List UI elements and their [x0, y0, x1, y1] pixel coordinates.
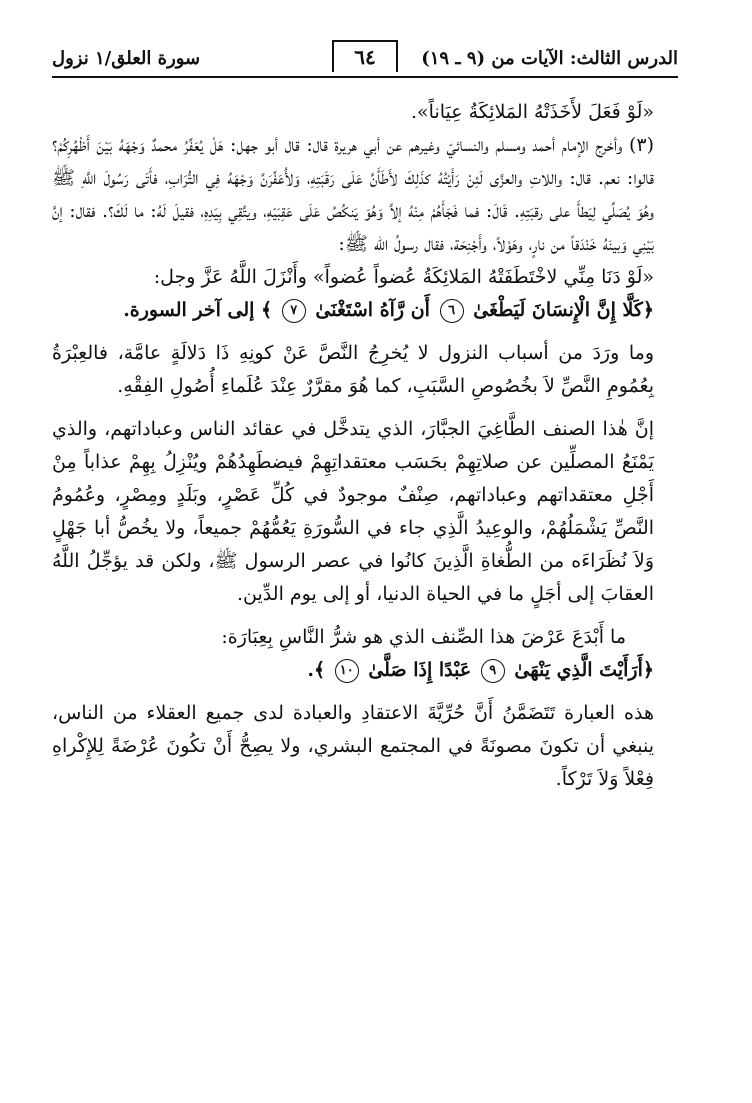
ayah-number-6: ٦ — [440, 299, 464, 323]
verse-tail: ﴾. — [307, 659, 326, 681]
lesson-title: الدرس الثالث: الآيات من (٩ ـ ١٩) — [421, 47, 678, 69]
paragraph-hadith-quote: «لَوْ دَنَا مِنِّي لاخْتَطَفَتْهُ المَلائِكَةُ عُضواً عُضواً» وأَنْزَلَ اللَّهُ عَزَّ وجل: — [153, 266, 654, 288]
ayah-number-9: ٩ — [481, 659, 505, 683]
paragraph-freedom: هذه العبارة تَتَضَمَّنُ أَنَّ حُرِّيَّةَ الاعتقادِ والعبادة لدى جميع العقلاء من الناس، ينبغي أن تكونَ مصونَةً في المجتمع البشري، ولا يصِحُّ أَنْ تكُونَ عُرْضَةً لِلإِكْراهِ فِعْلاً وَلاَ تَرْكاً. — [52, 702, 654, 790]
ayah-number-7: ٧ — [282, 299, 306, 323]
quran-verse-6-7 — [52, 294, 678, 327]
verse-text: عَبْدًا إِذَا صَلَّىٰ — [368, 659, 472, 681]
surah-title: سورة العلق/١ نزول — [52, 47, 201, 69]
verse-tail: ﴾ إلى آخر السورة. — [123, 299, 273, 321]
page-body — [52, 96, 678, 796]
paragraph-expression: ما أَبْدَعَ عَرْضَ هذا الصِّنف الذي هو شرُّ النَّاسِ بِعِبَارَة: — [221, 626, 626, 648]
page-header — [52, 40, 678, 78]
verse-text: ﴿أَرَأَيْتَ الَّذِي يَنْهَىٰ — [514, 659, 654, 681]
page-number: ٦٤ — [332, 40, 398, 72]
verse-text: ﴿كَلَّا إِنَّ الْإِنسَانَ لَيَطْغَىٰ — [473, 299, 654, 321]
paragraph-narration: (٣) وأخرج الإمام أحمد ومسلم والنسائيّ وغيرهم عن أبي هريرة قال: قال أبو جهل: هَلْ يُعَفِّرُ محمدٌ وَجْهَهُ بَيْنَ أَظْهُرِكُمْ؟ قالوا: نعم. قال: واللاتِ والعزَّى لَئِنْ رَأَيْتُهُ كذَلِكَ لأَطَأَنَّ عَلَى رَقَبَتِهِ، وَلأُعَفِّرَنَّ وَجْهَهُ فِي التُّرَابِ، فأَتَى رَسُولَ اللَّهِ ﷺ وهُوَ يُصَلِّي لِيَطأَ على رقبَتِهِ. قَالَ: فما فَجَأَهُمْ مِنْهُ إلاَّ وَهُوَ يَنكُصُ عَلَى عَقِبَيْهِ، ويتَّقِي بِيَدِهِ، فقيلَ لَهُ: ما لَكَ؟. فقال: إنَّ بَيْنِي وَبينَهُ خَنْدَقاً من نارٍ، وهَوْلاً، وأَجْنِحَة، فقال رسولُ الله ﷺ: — [52, 134, 654, 255]
quran-verse-9-10 — [52, 654, 678, 687]
verse-text: أَن رَّآهُ اسْتَغْنَىٰ — [315, 299, 430, 321]
paragraph-revelation-causes: وما ورَدَ من أسباب النزول لا يُخرِجُ النَّصَّ عَنْ كونِهِ ذَا دَلالَةٍ عامَّة، فالعِبْرَةُ بِعُمُومِ النَّصِّ لاَ بخُصُوصِ السَّبَبِ، كما هُوَ مقرَّرٌ عِنْدَ عُلَماءِ أُصُولِ الفِقْهِ. — [52, 342, 654, 397]
paragraph-hadith-end: «لَوْ فَعَلَ لأَخَذَتْهُ المَلائِكَةُ عِيَاناً». — [410, 101, 654, 123]
ayah-number-10: ١٠ — [335, 659, 359, 683]
paragraph-tyrant-class: إنَّ هٰذا الصنف الطَّاغِيَ الجبَّارَ، الذي يتدخَّل في عقائد الناس وعباداتهم، والذي يَمْنَعُ المصلِّين عن صلاتِهِمْ بحَسَب معتقداتِهِمْ فيضطَهِدُهُمْ ويُنْزِلُ بِهِمْ عذاباً مِنْ أَجْلِ معتقداتهم وعباداتهم، صِنْفٌ موجودٌ في كُلِّ عَصْرٍ، وبَلَدٍ ومِصْرٍ، وعُمُومُ النَّصِّ يَشْمَلُهُمْ، والوعِيدُ الَّذِي جاء في السُّورَةِ يَعُمُّهُمْ جميعاً، ولا يخُصُّ أبا جَهْلٍ وَلاَ نُظَرَاءَه من الطُّغاةِ الَّذِينَ كانُوا في عصر الرسول ﷺ، ولكن قد يؤجِّلُ اللَّهُ العقابَ إلى أجَلٍ ما في الحياة الدنيا، أو إلى يوم الدِّين. — [52, 418, 654, 605]
